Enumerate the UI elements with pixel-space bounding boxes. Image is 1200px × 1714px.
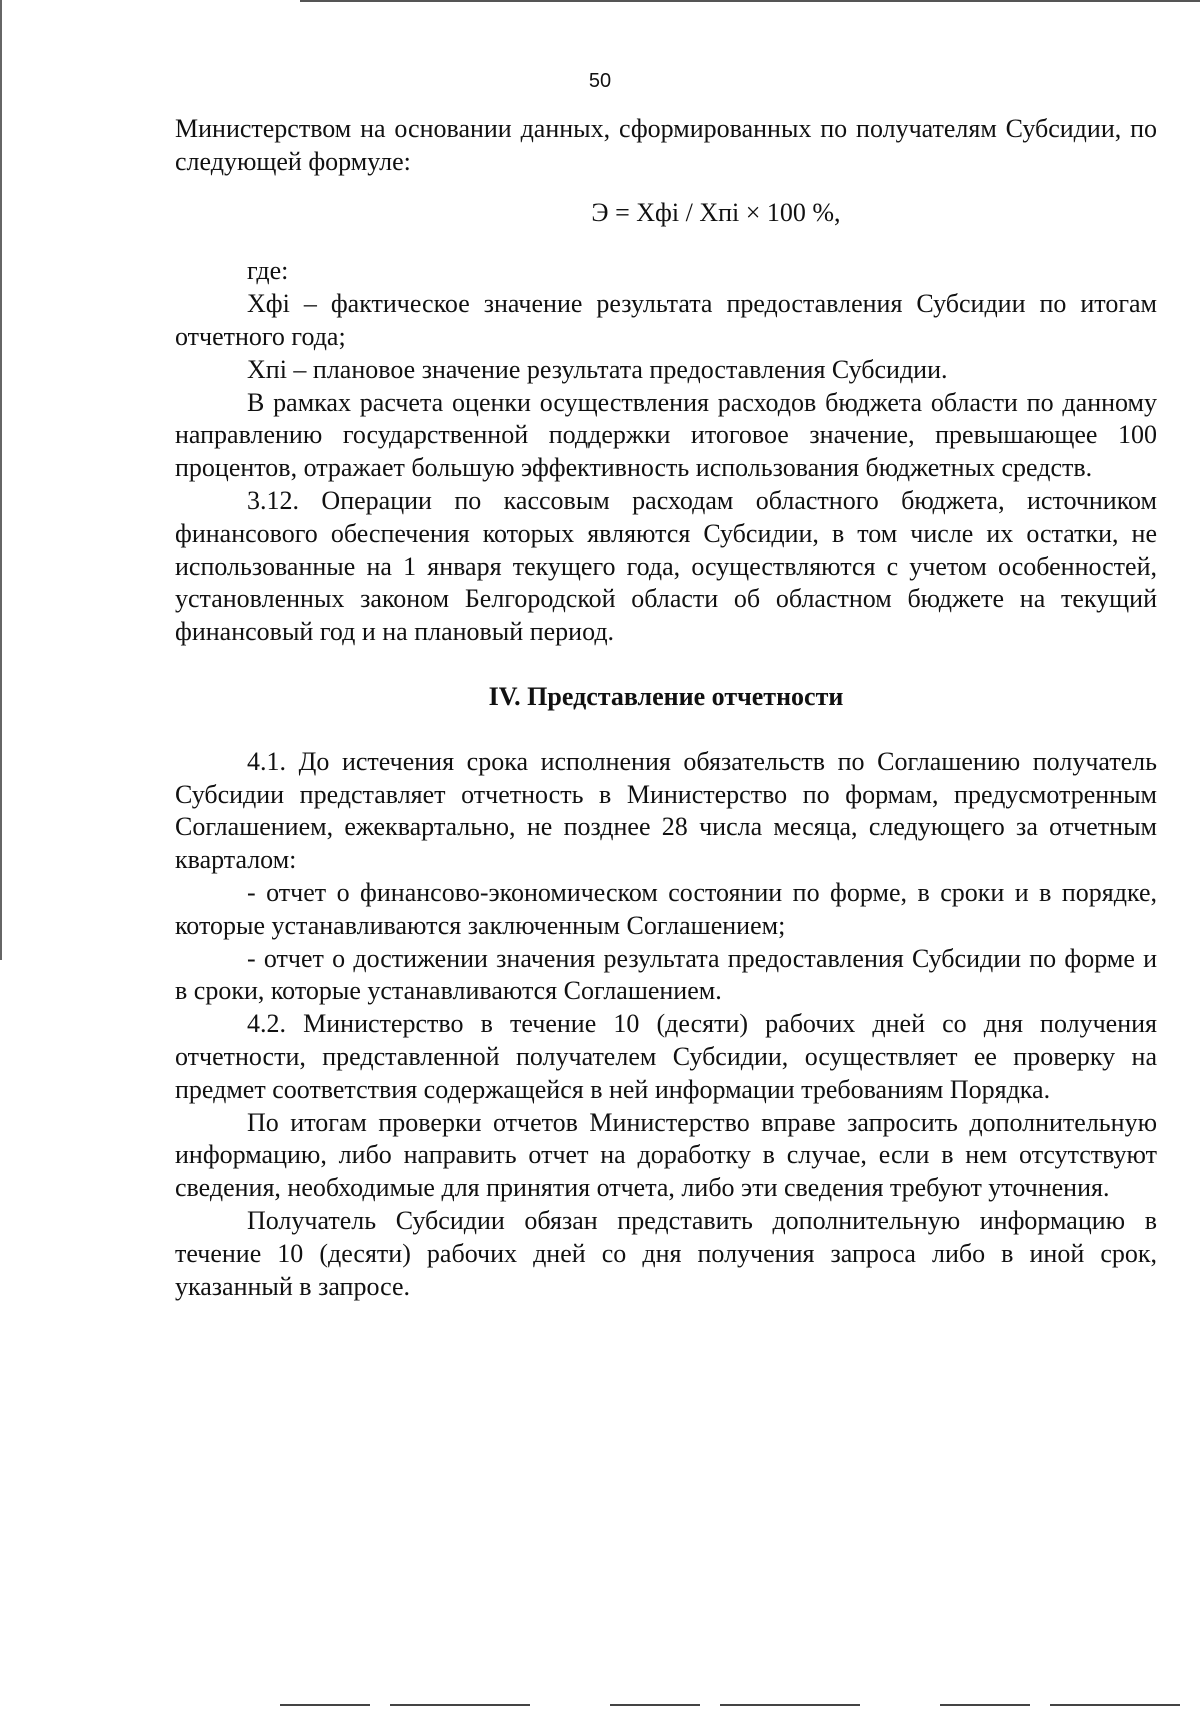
document-body [175,113,1157,1303]
paragraph-4-1: 4.1. До истечения срока исполнения обязательств по Соглашению получатель Субсидии представляет отчетность в Министерство по формам, предусмотренным Соглашением, ежеквартально, не позднее 28 числа месяца, следующего за отчетным кварталом: [175,746,1157,875]
scan-edge-top [300,0,1200,2]
paragraph-3-12: 3.12. Операции по кассовым расходам областного бюджета, источником финансового обеспечения которых являются Субсидии, в том числе их остатки, не использованные на 1 января текущего года, осуществляются с учетом особенностей, установленных законом Белгородской области об областном бюджете на текущий финансовый год и на плановый период. [175,485,1157,647]
paragraph-intro: Министерством на основании данных, сформированных по получателям Субсидии, по следующей формуле: [175,114,1157,176]
formula: Э = Хфi / Хпi × 100 %, [591,197,841,227]
list-item-result-report: - отчет о достижении значения результата предоставления Субсидии по форме и в сроки, которые устанавливаются Соглашением. [175,943,1157,1006]
list-item-financial-report: - отчет о финансово-экономическом состоянии по форме, в сроки и в порядке, которые устанавливаются заключенным Соглашением; [175,877,1157,940]
paragraph-xp-definition: Хпi – плановое значение результата предоставления Субсидии. [247,354,948,384]
paragraph-xf-definition: Хфi – фактическое значение результата предоставления Субсидии по итогам отчетного года; [175,289,1157,351]
paragraph-where: где: [247,256,289,286]
paragraph-4-2: 4.2. Министерство в течение 10 (десяти) рабочих дней со дня получения отчетности, представленной получателем Субсидии, осуществляет ее проверку на предмет соответствия содержащейся в ней информации требованиям Порядка. [175,1009,1157,1104]
paragraph-evaluation: В рамках расчета оценки осуществления расходов бюджета области по данному направлению государственной поддержки итоговое значение, превышающее 100 процентов, отражает большую эффективность использования бюджетных средств. [175,387,1157,483]
section-heading: IV. Представление отчетности [488,681,844,711]
page-number: 50 [588,70,612,92]
paragraph-check-results: По итогам проверки отчетов Министерство вправе запросить дополнительную информацию, либо направить отчет на доработку в случае, если в нем отсутствуют сведения, необходимые для принятия отчета, либо эти сведения требуют уточнения. [175,1107,1157,1203]
scan-edge-left [0,0,2,960]
scan-edge-bottom [280,1704,1180,1706]
paragraph-additional-info: Получатель Субсидии обязан представить дополнительную информацию в течение 10 (десяти) рабочих дней со дня получения запроса либо в иной срок, указанный в запросе. [175,1205,1157,1301]
